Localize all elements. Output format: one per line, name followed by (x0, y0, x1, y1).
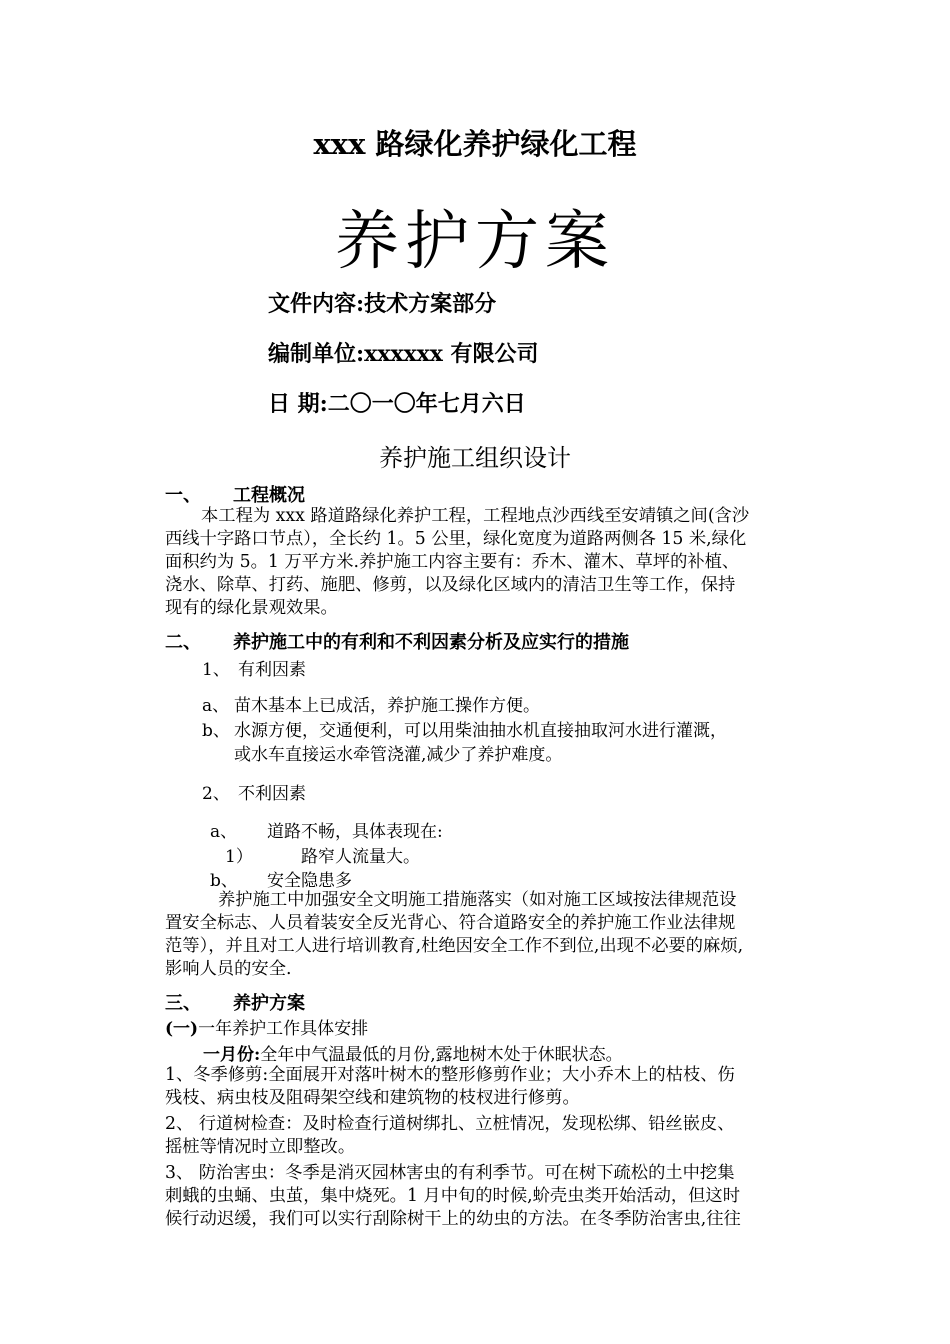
section-1-heading (165, 481, 305, 507)
item-text: 路窄人流量大。 (301, 847, 420, 867)
section-title: 工程概况 (233, 485, 305, 506)
text-line: 残枝、病虫枝及阻碍架空线和建筑物的枝杈进行修剪。 (165, 1088, 580, 1108)
section-2-heading (165, 628, 629, 654)
text-line: 3、 防治害虫：冬季是消灭园林害虫的有利季节。可在树下疏松的土中挖集 (165, 1163, 735, 1183)
unfavorable-sub-1 (225, 842, 420, 867)
favorable-item-b-cont: 或水车直接运水牵管浇灌,减少了养护难度。 (234, 745, 563, 765)
design-title: 养护施工组织设计 (379, 444, 571, 472)
item-text: 水源方便，交通便利，可以用柴油抽水机直接抽取河水进行灌溉， (234, 721, 727, 741)
january-line (203, 1040, 623, 1065)
date-label: 日 期:二〇一〇年七月六日 (268, 391, 526, 417)
text-line: 影响人员的安全. (165, 959, 292, 979)
favorable-heading (202, 655, 306, 680)
item-number: 1、 (202, 660, 230, 680)
text-line: 养护施工中加强安全文明施工措施落实（如对施工区域按法律规范设 (218, 890, 737, 910)
text-line: 面积约为 5。1 万平方米.养护施工内容主要有：乔木、灌木、草坪的补植、 (165, 552, 740, 572)
section-3-heading (165, 989, 305, 1015)
section-title: 养护方案 (233, 993, 305, 1014)
section-number: 二、 (165, 632, 201, 653)
item-mark: a、 (210, 822, 238, 842)
text-line: 西线十字路口节点），全长约 1。5 公里，绿化宽度为道路两侧各 15 米,绿化 (165, 529, 747, 549)
item-text: 安全隐患多 (267, 871, 352, 891)
unfavorable-item-b (210, 866, 352, 891)
item-mark: 1） (225, 847, 253, 867)
unfavorable-item-a (210, 817, 443, 842)
text-line: 候行动迟缓，我们可以实行刮除树干上的幼虫的方法。在冬季防治害虫,往往 (165, 1209, 741, 1229)
text-line: 浇水、除草、打药、施肥、修剪，以及绿化区域内的清洁卫生等工作，保持 (165, 575, 736, 595)
text-line: 置安全标志、人员着装安全反光背心、符合道路安全的养护施工作业法律规 (165, 913, 736, 933)
january-tasks (165, 1064, 741, 1231)
month-text: 全年中气温最低的月份,露地树木处于休眠状态。 (260, 1045, 623, 1065)
text-line: 范等），并且对工人进行培训教育,杜绝因安全工作不到位,出现不必要的麻烦, (165, 936, 744, 956)
item-number: 2、 (202, 784, 230, 804)
item-mark: a、 (202, 696, 230, 716)
text-line: 本工程为 xxx 路道路绿化养护工程，工程地点沙西线至安靖镇之间(含沙 (201, 506, 750, 526)
unfavorable-heading (202, 779, 306, 804)
main-title: 养护方案 (335, 205, 615, 279)
item-title: 不利因素 (238, 784, 306, 804)
item-text: 道路不畅，具体表现在: (267, 822, 443, 842)
item-mark: b、 (210, 871, 238, 891)
month-label: 一月份: (203, 1045, 261, 1065)
text-line: 刺蛾的虫蛹、虫茧，集中烧死。1 月中旬的时候,蚧壳虫类开始活动，但这时 (165, 1186, 740, 1206)
item-text: 苗木基本上已成活，养护施工操作方便。 (234, 696, 540, 716)
section-title: 养护施工中的有利和不利因素分析及应实行的措施 (233, 632, 629, 653)
text-line: 摇桩等情况时立即整改。 (165, 1137, 356, 1157)
section-number: 一、 (165, 485, 201, 506)
favorable-item-a (202, 691, 540, 716)
text-line: 现有的绿化景观效果。 (165, 598, 338, 618)
item-title: 有利因素 (238, 660, 306, 680)
text-line: 1、冬季修剪:全面展开对落叶树木的整形修剪作业；大小乔木上的枯枝、伤 (165, 1065, 735, 1085)
favorable-item-b (202, 716, 727, 741)
text-line: 2、 行道树检查：及时检查行道树绑扎、立桩情况，发现松绑、铅丝嵌皮、 (165, 1114, 735, 1134)
compiling-unit-label: 编制单位:xxxxxx 有限公司 (268, 341, 539, 367)
sub-heading-number: (一) (165, 1019, 199, 1039)
safety-measures-paragraph (165, 889, 743, 981)
section-number: 三、 (165, 993, 201, 1014)
sub-heading (165, 1014, 368, 1039)
project-title: xxx 路绿化养护绿化工程 (313, 127, 637, 161)
section-1-body (165, 505, 749, 620)
file-content-label: 文件内容:技术方案部分 (268, 291, 497, 317)
item-mark: b、 (202, 721, 230, 741)
sub-heading-text: 一年养护工作具体安排 (198, 1019, 369, 1039)
